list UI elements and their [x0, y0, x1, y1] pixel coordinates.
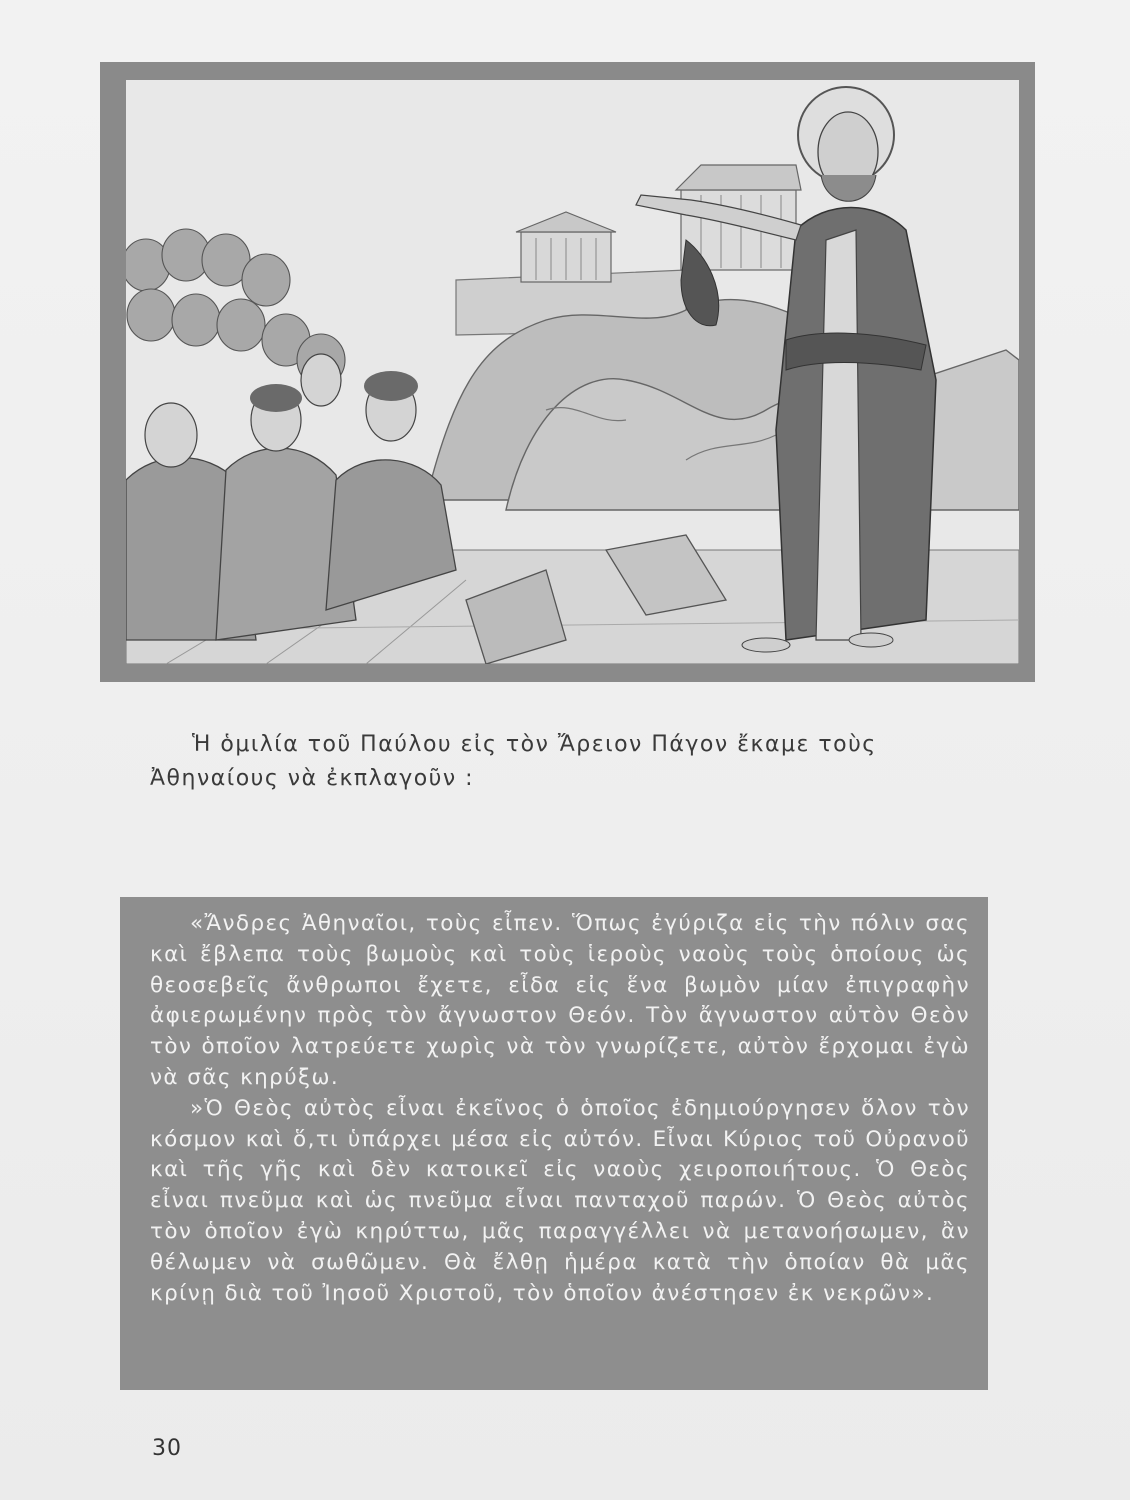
speech-box: [120, 897, 988, 1390]
illustration-frame: [100, 62, 1035, 682]
illustration-caption: Ἡ ὁμιλία τοῦ Παύλου εἰς τὸν Ἄρειον Πάγον ἔκαμε τοὺς Ἀθηναίους νὰ ἐκπλαγοῦν :: [150, 732, 877, 791]
illustration-paul-areopagus: [126, 80, 1019, 664]
illustration-drawing: [126, 80, 1019, 664]
speech-paragraph-1: «Ἄνδρες Ἀθηναῖοι, τοὺς εἶπεν. Ὅπως ἐγύριζα εἰς τὴν πόλιν σας καὶ ἔβλεπα τοὺς βωμοὺς καὶ τοὺς ἱεροὺς ναοὺς τοὺς ὁποίους ὡς θεοσεβεῖς ἄνθρωποι ἔχετε, εἶδα εἰς ἕνα βωμὸν μίαν ἐπιγραφὴν ἀφιερωμένην πρὸς τὸν ἄγνωστον Θεόν. Τὸν ἄγνωστον αὐτὸν Θεὸν τὸν ὁποῖον λατρεύετε χωρὶς νὰ τὸν γνωρίζετε, αὐτὸν ἔρχομαι ἐγὼ νὰ σᾶς κηρύξω.: [150, 911, 970, 1090]
page-number: 30: [152, 1436, 182, 1461]
speech-paragraph-2: »Ὁ Θεὸς αὐτὸς εἶναι ἐκεῖνος ὁ ὁποῖος ἐδημιούργησεν ὅλον τὸν κόσμον καὶ ὅ,τι ὑπάρχει μέσα εἰς αὐτόν. Εἶναι Κύριος τοῦ Οὐρανοῦ καὶ τῆς γῆς καὶ δὲν κατοικεῖ εἰς ναοὺς χειροποιήτους. Ὁ Θεὸς εἶναι πνεῦμα καὶ ὡς πνεῦμα εἶναι πανταχοῦ παρών. Ὁ Θεὸς αὐτὸς τὸν ὁποῖον ἐγὼ κηρύττω, μᾶς παραγγέλλει νὰ μετανοήσωμεν, ἂν θέλωμεν νὰ σωθῶμεν. Θὰ ἔλθῃ ἡμέρα κατὰ τὴν ὁποίαν θὰ μᾶς κρίνῃ διὰ τοῦ Ἰησοῦ Χριστοῦ, τὸν ὁποῖον ἀνέστησεν ἐκ νεκρῶν».: [150, 1095, 970, 1306]
